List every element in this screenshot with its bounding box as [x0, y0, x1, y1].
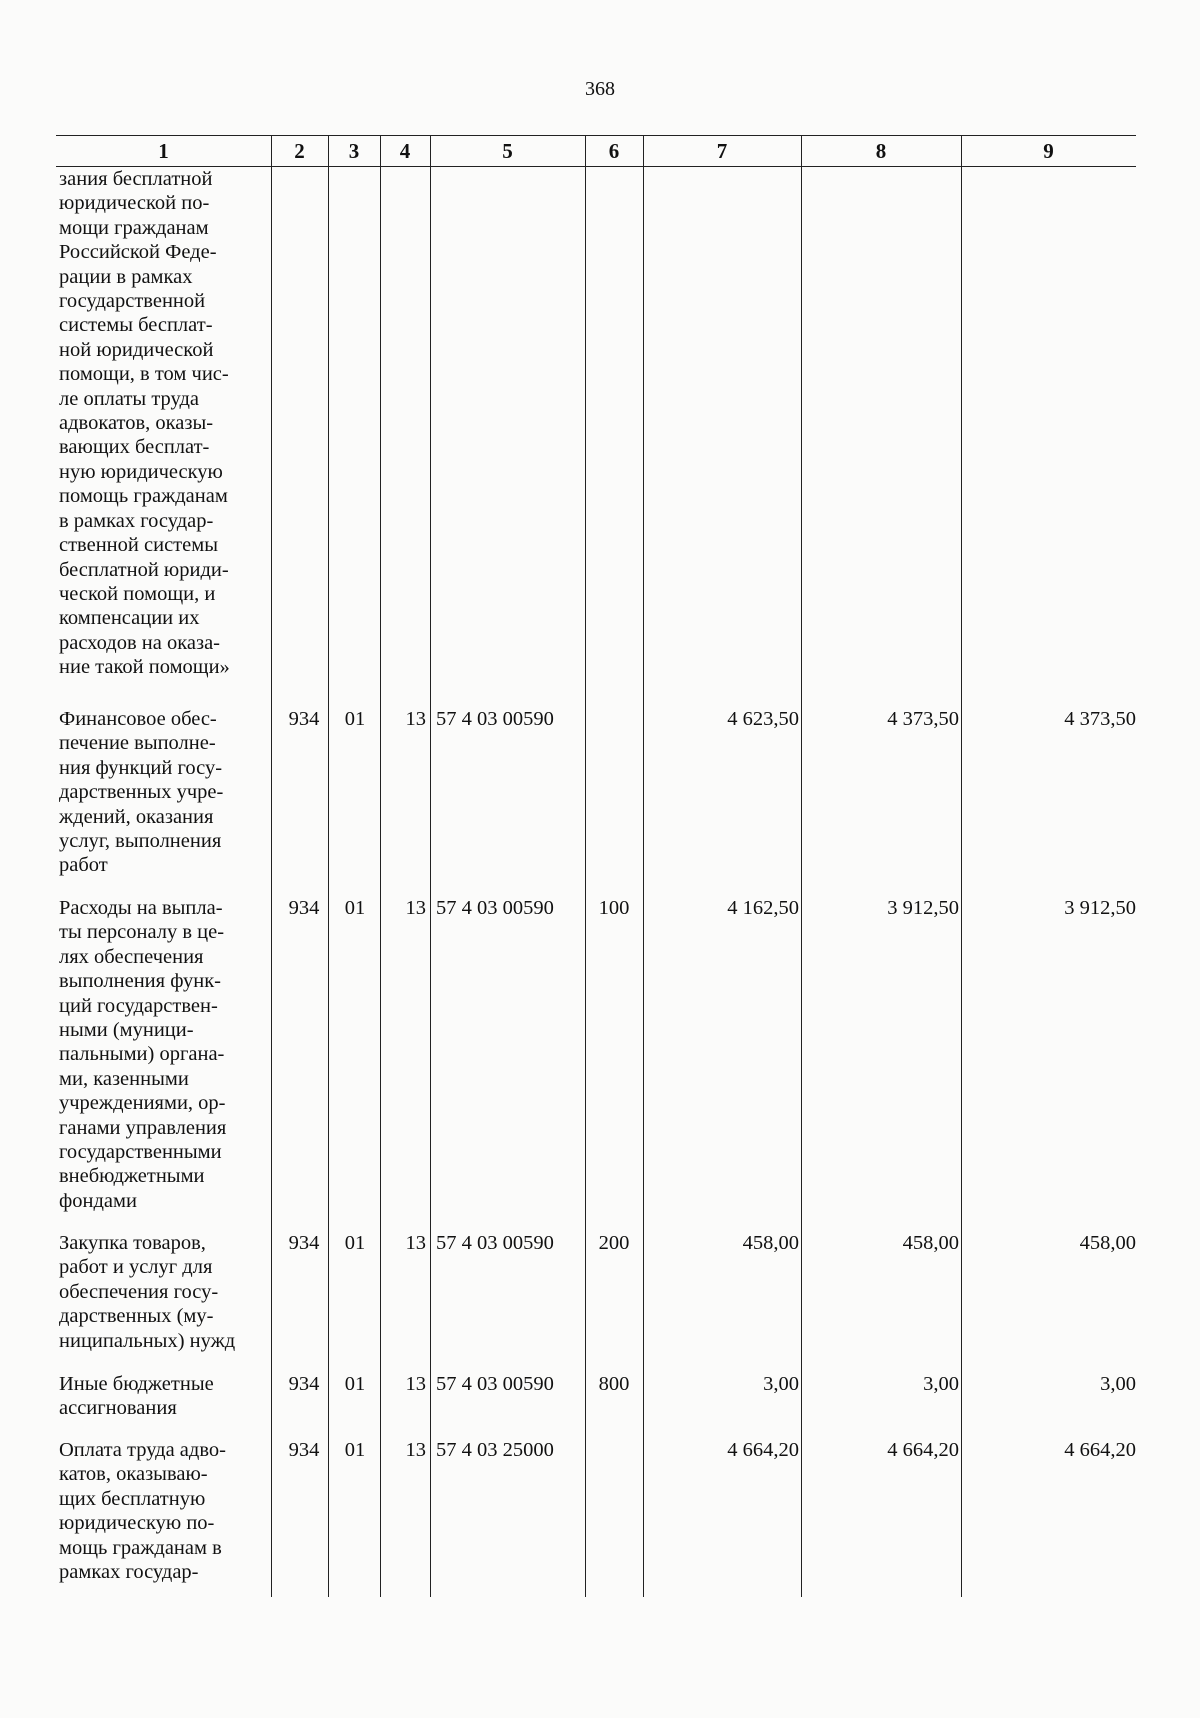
header-col-4: 4 — [399, 139, 411, 163]
row-vr: 800 — [598, 1373, 630, 1395]
row-name: Закупка товаров, работ и услуг для обеспечения госу- дарственных (му- ниципальных) нужд — [59, 1232, 236, 1352]
row-sum-1: 4 162,50 — [727, 897, 799, 919]
page-number: 368 — [585, 78, 615, 100]
row-ministry: 934 — [288, 1439, 320, 1461]
row-target: 57 4 03 00590 — [436, 897, 554, 919]
row-subsection: 13 — [405, 1439, 426, 1461]
row-vr: 200 — [598, 1232, 630, 1254]
row-section: 01 — [344, 1439, 366, 1461]
row-name: Финансовое обес- печение выполне- ния функций госу- дарственных учре- ждений, оказания услуг, выполнения работ — [59, 708, 224, 877]
row-sum-2: 4 373,50 — [887, 708, 959, 730]
row-ministry: 934 — [288, 1232, 320, 1254]
row-section: 01 — [344, 708, 366, 730]
row-sum-1: 4 664,20 — [727, 1439, 799, 1461]
row-sum-3: 3 912,50 — [1064, 897, 1136, 919]
row-section: 01 — [344, 897, 366, 919]
header-col-1: 1 — [158, 139, 169, 163]
header-col-3: 3 — [348, 139, 360, 163]
row-sum-3: 3,00 — [1100, 1373, 1136, 1395]
row-sum-2: 3 912,50 — [887, 897, 959, 919]
row-name: Иные бюджетные ассигнования — [59, 1373, 214, 1420]
row-subsection: 13 — [405, 897, 426, 919]
row-target: 57 4 03 00590 — [436, 708, 554, 730]
row-sum-1: 458,00 — [742, 1232, 799, 1254]
row-ministry: 934 — [288, 897, 320, 919]
row-sum-2: 4 664,20 — [887, 1439, 959, 1461]
row-subsection: 13 — [405, 708, 426, 730]
row-target: 57 4 03 00590 — [436, 1373, 554, 1395]
row-name: Оплата труда адво- катов, оказываю- щих бесплатную юридическую по- мощь гражданам в рамках государ- — [59, 1439, 226, 1584]
row-target: 57 4 03 00590 — [436, 1232, 554, 1254]
row-sum-3: 4 664,20 — [1064, 1439, 1136, 1461]
header-col-5: 5 — [502, 139, 513, 163]
row-section: 01 — [344, 1373, 366, 1395]
row-section: 01 — [344, 1232, 366, 1254]
row-sum-1: 3,00 — [763, 1373, 799, 1395]
row-ministry: 934 — [288, 708, 320, 730]
header-col-7: 7 — [716, 139, 728, 163]
row-name: зания бесплатной юридической по- мощи гражданам Российской Феде- рации в рамках государственной системы бесплат- ной юридической помощи, в том чис- ле оплаты труда адвокатов, оказы- вающих бесплат- ную юридическую помощь гражданам в рамках государ- ственной системы бесплатной юриди- ческой помощи, и компенсации их расходов на оказа- ние такой помощи» — [59, 168, 230, 679]
row-subsection: 13 — [405, 1373, 426, 1395]
row-sum-3: 458,00 — [1079, 1232, 1136, 1254]
row-sum-2: 458,00 — [902, 1232, 959, 1254]
row-target: 57 4 03 25000 — [436, 1439, 554, 1461]
table-header — [56, 135, 1136, 167]
header-col-6: 6 — [608, 139, 620, 163]
header-col-2: 2 — [294, 139, 305, 163]
header-col-9: 9 — [1043, 139, 1054, 163]
row-sum-1: 4 623,50 — [727, 708, 799, 730]
row-vr: 100 — [598, 897, 630, 919]
row-name: Расходы на выпла- ты персоналу в це- лях обеспечения выполнения функ- ций государствен- ными (муници- пальными) органа- ми, казенными учреждениями, ор- ганами управления государственными внебюджетными фондами — [59, 897, 227, 1212]
row-ministry: 934 — [288, 1373, 320, 1395]
header-col-8: 8 — [875, 139, 887, 163]
budget-table — [56, 135, 1136, 1597]
row-subsection: 13 — [405, 1232, 426, 1254]
row-sum-2: 3,00 — [923, 1373, 959, 1395]
row-sum-3: 4 373,50 — [1064, 708, 1136, 730]
table-body — [56, 167, 1136, 1597]
